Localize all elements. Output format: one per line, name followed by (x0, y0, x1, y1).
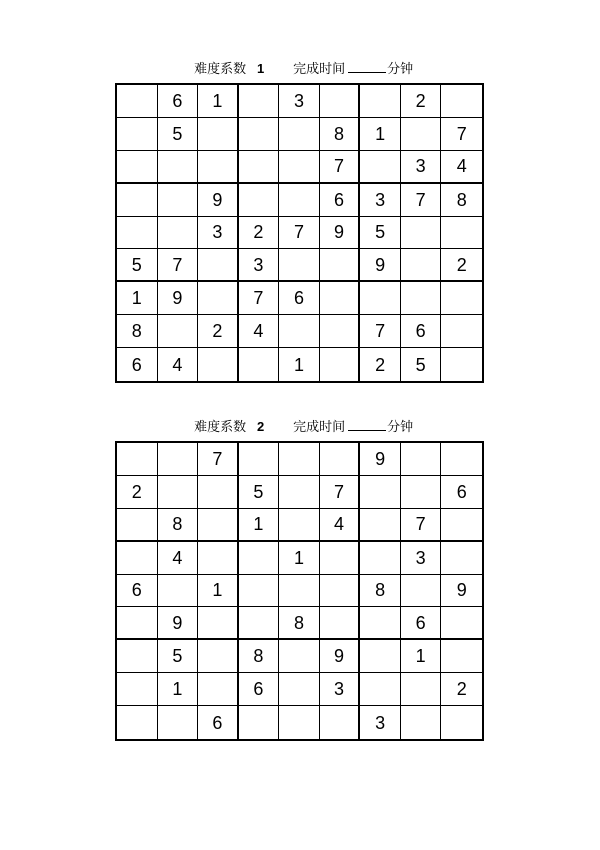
sudoku-cell-r4-c9[interactable]: 8 (441, 184, 482, 217)
difficulty-value: 2 (256, 419, 265, 434)
sudoku-cell-r2-c3[interactable] (198, 476, 239, 509)
sudoku-cell-r9-c1[interactable]: 6 (117, 348, 158, 381)
sudoku-cell-r8-c3[interactable]: 2 (198, 315, 239, 348)
sudoku-cell-r2-c2[interactable]: 5 (158, 118, 199, 151)
time-label: 完成时间 (293, 61, 346, 76)
sudoku-cell-r2-c5[interactable] (279, 118, 320, 151)
sudoku-cell-r2-c6[interactable]: 8 (320, 118, 361, 151)
sudoku-cell-r1-c5[interactable]: 3 (279, 85, 320, 118)
sudoku-cell-r6-c2[interactable]: 9 (158, 607, 199, 640)
difficulty-label: 难度系数 (194, 419, 247, 434)
sudoku-cell-r5-c9[interactable]: 9 (441, 575, 482, 608)
sudoku-cell-r5-c2[interactable] (158, 217, 199, 250)
time-label: 完成时间 (293, 419, 346, 434)
sudoku-cell-r2-c1[interactable] (117, 118, 158, 151)
sudoku-cell-r9-c5[interactable] (279, 706, 320, 739)
sudoku-cell-r3-c2[interactable] (158, 151, 199, 184)
sudoku-cell-r3-c8[interactable]: 3 (401, 151, 442, 184)
sudoku-cell-r6-c8[interactable]: 6 (401, 607, 442, 640)
sudoku-cell-r1-c5[interactable] (279, 443, 320, 476)
sudoku-cell-r9-c4[interactable] (239, 348, 280, 381)
sudoku-grid-2 (115, 441, 484, 741)
sudoku-cell-r1-c4[interactable] (239, 443, 280, 476)
unit-label: 分钟 (387, 419, 414, 434)
sudoku-cell-r5-c9[interactable] (441, 217, 482, 250)
sudoku-cell-r3-c1[interactable] (117, 509, 158, 542)
sudoku-cell-r8-c8[interactable] (401, 673, 442, 706)
sudoku-cell-r1-c9[interactable] (441, 85, 482, 118)
sudoku-cell-r2-c4[interactable] (239, 118, 280, 151)
sudoku-cell-r7-c2[interactable]: 5 (158, 640, 199, 673)
unit-label: 分钟 (387, 61, 414, 76)
sudoku-cell-r8-c6[interactable]: 3 (320, 673, 361, 706)
sudoku-cell-r4-c4[interactable] (239, 542, 280, 575)
sudoku-cell-r3-c4[interactable]: 1 (239, 509, 280, 542)
puzzle-2-header (0, 403, 600, 435)
sudoku-cell-r6-c9[interactable] (441, 607, 482, 640)
sudoku-cell-r5-c3[interactable]: 3 (198, 217, 239, 250)
sudoku-cell-r7-c5[interactable] (279, 640, 320, 673)
sudoku-cell-r1-c3[interactable]: 7 (198, 443, 239, 476)
sudoku-cell-r5-c4[interactable] (239, 575, 280, 608)
sudoku-cell-r7-c3[interactable] (198, 640, 239, 673)
sudoku-cell-r8-c3[interactable] (198, 673, 239, 706)
sudoku-cell-r4-c5[interactable] (279, 184, 320, 217)
sudoku-cell-r3-c3[interactable] (198, 509, 239, 542)
sudoku-cell-r6-c4[interactable] (239, 607, 280, 640)
sudoku-cell-r9-c6[interactable] (320, 706, 361, 739)
sudoku-cell-r3-c2[interactable]: 8 (158, 509, 199, 542)
sudoku-cell-r4-c3[interactable]: 9 (198, 184, 239, 217)
sudoku-cell-r9-c4[interactable] (239, 706, 280, 739)
sudoku-cell-r8-c5[interactable] (279, 315, 320, 348)
sudoku-cell-r9-c7[interactable]: 3 (360, 706, 401, 739)
sudoku-cell-r7-c6[interactable]: 9 (320, 640, 361, 673)
time-blank[interactable] (348, 61, 386, 73)
time-blank[interactable] (348, 419, 386, 431)
sudoku-cell-r1-c4[interactable] (239, 85, 280, 118)
sudoku-cell-r7-c6[interactable] (320, 282, 361, 315)
sudoku-cell-r7-c3[interactable] (198, 282, 239, 315)
sudoku-cell-r4-c8[interactable]: 3 (401, 542, 442, 575)
sudoku-cell-r9-c8[interactable]: 5 (401, 348, 442, 381)
sudoku-cell-r8-c7[interactable] (360, 673, 401, 706)
sudoku-cell-r5-c8[interactable] (401, 575, 442, 608)
sudoku-cell-r8-c1[interactable]: 8 (117, 315, 158, 348)
sudoku-cell-r1-c3[interactable]: 1 (198, 85, 239, 118)
sudoku-cell-r6-c1[interactable] (117, 607, 158, 640)
sudoku-cell-r7-c7[interactable] (360, 282, 401, 315)
sudoku-cell-r9-c2[interactable] (158, 706, 199, 739)
sudoku-cell-r1-c1[interactable] (117, 443, 158, 476)
sudoku-cell-r7-c1[interactable]: 1 (117, 282, 158, 315)
sudoku-cell-r3-c7[interactable] (360, 509, 401, 542)
sudoku-cell-r6-c7[interactable] (360, 607, 401, 640)
sudoku-cell-r4-c5[interactable]: 1 (279, 542, 320, 575)
sudoku-cell-r9-c3[interactable] (198, 348, 239, 381)
sudoku-cell-r9-c9[interactable] (441, 706, 482, 739)
sudoku-cell-r2-c8[interactable] (401, 118, 442, 151)
sudoku-cell-r7-c8[interactable] (401, 282, 442, 315)
sudoku-cell-r2-c7[interactable] (360, 476, 401, 509)
sudoku-cell-r4-c4[interactable] (239, 184, 280, 217)
sudoku-cell-r1-c6[interactable] (320, 85, 361, 118)
sudoku-cell-r8-c7[interactable]: 7 (360, 315, 401, 348)
sudoku-cell-r2-c4[interactable]: 5 (239, 476, 280, 509)
sudoku-cell-r4-c2[interactable]: 4 (158, 542, 199, 575)
sudoku-cell-r9-c7[interactable]: 2 (360, 348, 401, 381)
sudoku-cell-r8-c8[interactable]: 6 (401, 315, 442, 348)
sudoku-cell-r5-c6[interactable] (320, 575, 361, 608)
sudoku-cell-r6-c9[interactable]: 2 (441, 249, 482, 282)
sudoku-cell-r4-c2[interactable] (158, 184, 199, 217)
sudoku-cell-r7-c7[interactable] (360, 640, 401, 673)
sudoku-cell-r3-c7[interactable] (360, 151, 401, 184)
sudoku-cell-r3-c3[interactable] (198, 151, 239, 184)
sudoku-cell-r2-c2[interactable] (158, 476, 199, 509)
sudoku-cell-r8-c9[interactable]: 2 (441, 673, 482, 706)
sudoku-cell-r4-c6[interactable] (320, 542, 361, 575)
sudoku-cell-r6-c8[interactable] (401, 249, 442, 282)
sudoku-cell-r5-c8[interactable] (401, 217, 442, 250)
sudoku-cell-r6-c2[interactable]: 7 (158, 249, 199, 282)
sudoku-cell-r4-c3[interactable] (198, 542, 239, 575)
sudoku-cell-r1-c2[interactable] (158, 443, 199, 476)
sudoku-cell-r5-c3[interactable]: 1 (198, 575, 239, 608)
sudoku-cell-r4-c1[interactable] (117, 542, 158, 575)
sudoku-cell-r9-c3[interactable]: 6 (198, 706, 239, 739)
sudoku-cell-r3-c9[interactable]: 4 (441, 151, 482, 184)
sudoku-cell-r4-c1[interactable] (117, 184, 158, 217)
sudoku-cell-r5-c7[interactable]: 5 (360, 217, 401, 250)
sudoku-cell-r5-c7[interactable]: 8 (360, 575, 401, 608)
sudoku-cell-r3-c1[interactable] (117, 151, 158, 184)
sudoku-cell-r1-c7[interactable] (360, 85, 401, 118)
sudoku-cell-r2-c8[interactable] (401, 476, 442, 509)
sudoku-cell-r7-c4[interactable]: 7 (239, 282, 280, 315)
sudoku-cell-r3-c5[interactable] (279, 509, 320, 542)
sudoku-cell-r5-c2[interactable] (158, 575, 199, 608)
sudoku-cell-r2-c5[interactable] (279, 476, 320, 509)
sudoku-cell-r8-c9[interactable] (441, 315, 482, 348)
sudoku-cell-r4-c7[interactable] (360, 542, 401, 575)
sudoku-cell-r3-c8[interactable]: 7 (401, 509, 442, 542)
sudoku-cell-r8-c4[interactable]: 6 (239, 673, 280, 706)
sudoku-cell-r7-c4[interactable]: 8 (239, 640, 280, 673)
sudoku-cell-r8-c4[interactable]: 4 (239, 315, 280, 348)
sudoku-cell-r6-c7[interactable]: 9 (360, 249, 401, 282)
sudoku-cell-r1-c2[interactable]: 6 (158, 85, 199, 118)
sudoku-cell-r5-c4[interactable]: 2 (239, 217, 280, 250)
sudoku-cell-r7-c1[interactable] (117, 640, 158, 673)
sudoku-cell-r1-c8[interactable] (401, 443, 442, 476)
sudoku-cell-r2-c1[interactable]: 2 (117, 476, 158, 509)
sudoku-grid-1 (115, 83, 484, 383)
sudoku-cell-r6-c6[interactable] (320, 249, 361, 282)
sudoku-cell-r5-c5[interactable] (279, 575, 320, 608)
sudoku-cell-r4-c8[interactable]: 7 (401, 184, 442, 217)
sudoku-cell-r1-c7[interactable]: 9 (360, 443, 401, 476)
sudoku-cell-r3-c4[interactable] (239, 151, 280, 184)
sudoku-cell-r4-c6[interactable]: 6 (320, 184, 361, 217)
sudoku-cell-r5-c5[interactable]: 7 (279, 217, 320, 250)
sudoku-cell-r9-c9[interactable] (441, 348, 482, 381)
sudoku-cell-r2-c3[interactable] (198, 118, 239, 151)
sudoku-cell-r9-c2[interactable]: 4 (158, 348, 199, 381)
sudoku-cell-r8-c1[interactable] (117, 673, 158, 706)
sudoku-cell-r2-c7[interactable]: 1 (360, 118, 401, 151)
sudoku-cell-r9-c1[interactable] (117, 706, 158, 739)
sudoku-cell-r2-c9[interactable]: 7 (441, 118, 482, 151)
sudoku-cell-r5-c1[interactable]: 6 (117, 575, 158, 608)
sudoku-cell-r9-c5[interactable]: 1 (279, 348, 320, 381)
sudoku-cell-r5-c1[interactable] (117, 217, 158, 250)
sudoku-cell-r6-c6[interactable] (320, 607, 361, 640)
sudoku-cell-r9-c6[interactable] (320, 348, 361, 381)
sudoku-cell-r8-c2[interactable]: 1 (158, 673, 199, 706)
sudoku-cell-r2-c6[interactable]: 7 (320, 476, 361, 509)
sudoku-cell-r3-c6[interactable]: 4 (320, 509, 361, 542)
sudoku-cell-r6-c4[interactable]: 3 (239, 249, 280, 282)
sudoku-cell-r1-c8[interactable]: 2 (401, 85, 442, 118)
sudoku-cell-r6-c3[interactable] (198, 607, 239, 640)
sudoku-cell-r6-c5[interactable]: 8 (279, 607, 320, 640)
sudoku-cell-r1-c6[interactable] (320, 443, 361, 476)
sudoku-cell-r8-c5[interactable] (279, 673, 320, 706)
difficulty-label: 难度系数 (194, 61, 247, 76)
sudoku-cell-r5-c6[interactable]: 9 (320, 217, 361, 250)
sudoku-cell-r1-c9[interactable] (441, 443, 482, 476)
sudoku-cell-r7-c2[interactable]: 9 (158, 282, 199, 315)
sudoku-cell-r8-c2[interactable] (158, 315, 199, 348)
sudoku-cell-r3-c6[interactable]: 7 (320, 151, 361, 184)
sudoku-cell-r9-c8[interactable] (401, 706, 442, 739)
sudoku-cell-r6-c1[interactable]: 5 (117, 249, 158, 282)
sudoku-cell-r3-c9[interactable] (441, 509, 482, 542)
sudoku-cell-r7-c8[interactable]: 1 (401, 640, 442, 673)
sudoku-cell-r4-c7[interactable]: 3 (360, 184, 401, 217)
sudoku-cell-r6-c3[interactable] (198, 249, 239, 282)
sudoku-cell-r6-c5[interactable] (279, 249, 320, 282)
sudoku-cell-r2-c9[interactable]: 6 (441, 476, 482, 509)
sudoku-cell-r8-c6[interactable] (320, 315, 361, 348)
sudoku-cell-r4-c9[interactable] (441, 542, 482, 575)
sudoku-cell-r1-c1[interactable] (117, 85, 158, 118)
sudoku-cell-r7-c9[interactable] (441, 640, 482, 673)
sudoku-cell-r3-c5[interactable] (279, 151, 320, 184)
sudoku-cell-r7-c5[interactable]: 6 (279, 282, 320, 315)
difficulty-value: 1 (256, 61, 265, 76)
sudoku-cell-r7-c9[interactable] (441, 282, 482, 315)
puzzle-1-header (0, 45, 600, 77)
